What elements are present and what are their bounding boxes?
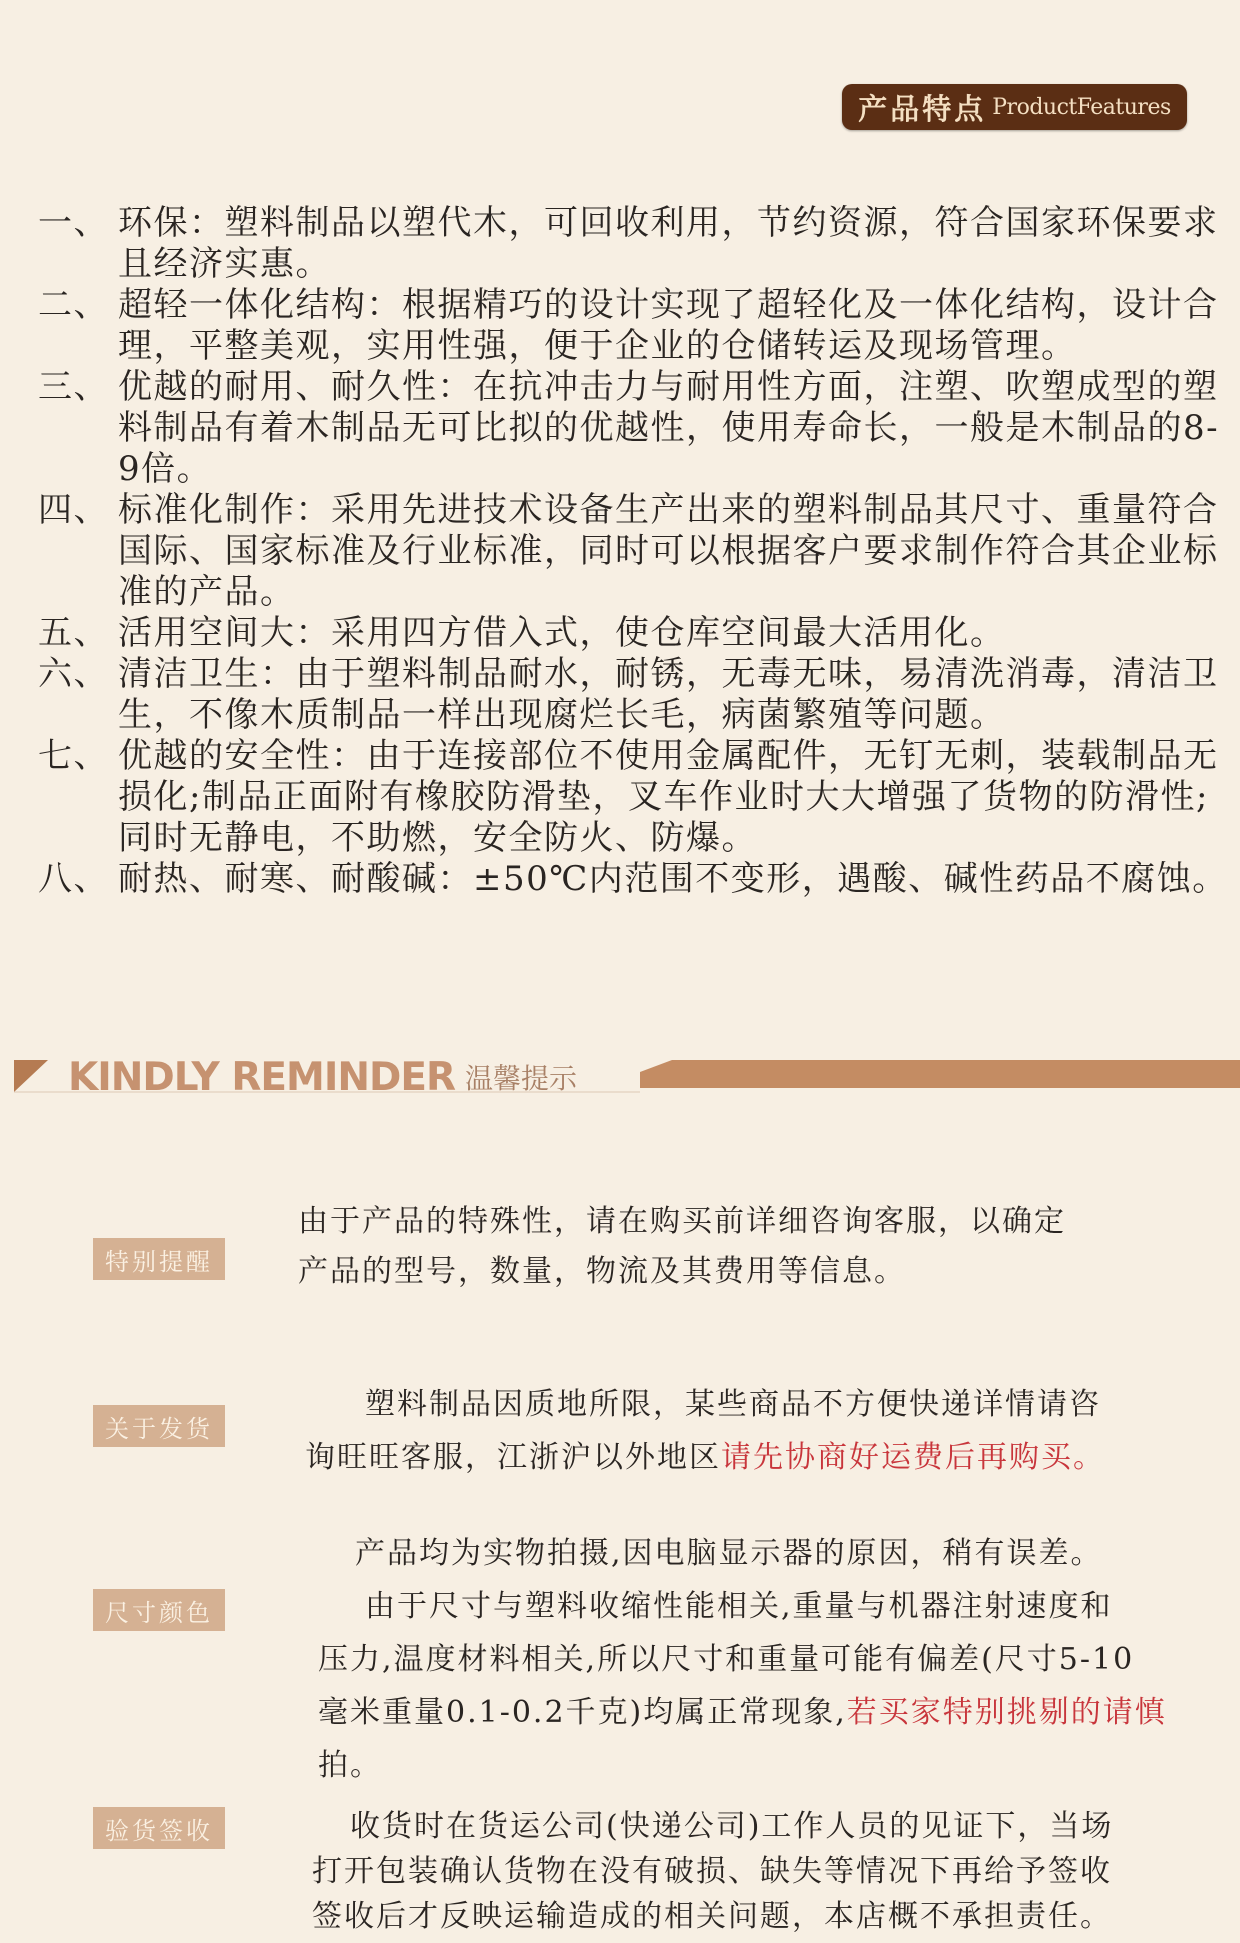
tag-inspection: 验货签收 bbox=[93, 1807, 225, 1849]
feature-item bbox=[38, 859, 1228, 900]
feature-number: 三、 bbox=[38, 367, 109, 407]
feature-item bbox=[38, 490, 1228, 613]
feature-text: 优越的耐用、耐久性：在抗冲击力与耐用性方面，注塑、吹塑成型的塑料制品有着木制品无可比拟的优越性，使用寿命长，一般是木制品的8-9倍。 bbox=[118, 367, 1220, 489]
feature-item bbox=[38, 654, 1228, 736]
reminder-highlight: 拍。 bbox=[318, 1748, 382, 1783]
reminder-line: 收货时在货运公司(快递公司)工作人员的见证下，当场 bbox=[350, 1809, 1114, 1844]
reminder-highlight: 请先协商好运费后再购买。 bbox=[721, 1440, 1105, 1475]
feature-text: 超轻一体化结构：根据精巧的设计实现了超轻化及一体化结构，设计合理，平整美观，实用性强，便于企业的仓储转运及现场管理。 bbox=[118, 285, 1219, 366]
reminder-line: 压力,温度材料相关,所以尺寸和重量可能有偏差(尺寸5-10 bbox=[318, 1642, 1135, 1677]
tag-special-notice: 特别提醒 bbox=[93, 1238, 225, 1280]
feature-item bbox=[38, 613, 1228, 654]
feature-number: 五、 bbox=[38, 613, 109, 653]
product-features-badge bbox=[842, 84, 1187, 130]
reminder-text: 询旺旺客服，江浙沪以外地区 bbox=[305, 1440, 721, 1475]
reminder-text: 毫米重量0.1-0.2千克)均属正常现象, bbox=[318, 1695, 847, 1730]
feature-list bbox=[38, 203, 1228, 900]
reminder-line bbox=[305, 1431, 1105, 1484]
feature-number: 一、 bbox=[38, 203, 109, 243]
feature-number: 六、 bbox=[38, 654, 109, 694]
reminder-line: 产品均为实物拍摄,因电脑显示器的原因，稍有误差。 bbox=[355, 1536, 1103, 1571]
reminder-title-cn: 温馨提示 bbox=[465, 1062, 578, 1095]
feature-number: 四、 bbox=[38, 490, 109, 530]
feature-item bbox=[38, 736, 1228, 859]
reminder-line: 产品的型号，数量，物流及其费用等信息。 bbox=[298, 1254, 906, 1289]
feature-item bbox=[38, 367, 1228, 490]
feature-number: 七、 bbox=[38, 736, 109, 776]
feature-text: 环保：塑料制品以塑代木，可回收利用，节约资源，符合国家环保要求且经济实惠。 bbox=[118, 203, 1219, 284]
reminder-line: 塑料制品因质地所限，某些商品不方便快递详情请咨 bbox=[365, 1387, 1101, 1422]
feature-item bbox=[38, 203, 1228, 285]
feature-text: 优越的安全性：由于连接部位不使用金属配件，无钉无刺，装载制品无损化;制品正面附有橡胶防滑垫，叉车作业时大大增强了货物的防滑性;同时无静电，不助燃，安全防火、防爆。 bbox=[118, 736, 1219, 858]
reminder-line: 签收后才反映运输造成的相关问题，本店概不承担责任。 bbox=[312, 1899, 1112, 1934]
feature-item bbox=[38, 285, 1228, 367]
tag-size-color: 尺寸颜色 bbox=[93, 1589, 225, 1631]
feature-text: 清洁卫生：由于塑料制品耐水，耐锈，无毒无味，易清洗消毒，清洁卫生，不像木质制品一样出现腐烂长毛，病菌繁殖等问题。 bbox=[118, 654, 1219, 735]
feature-text: 活用空间大：采用四方借入式，使仓库空间最大活用化。 bbox=[118, 613, 1006, 653]
kindly-reminder-heading bbox=[68, 1055, 577, 1099]
feature-number: 八、 bbox=[38, 859, 109, 899]
feature-text: 耐热、耐寒、耐酸碱：±50℃内范围不变形，遇酸、碱性药品不腐蚀。 bbox=[118, 859, 1228, 899]
feature-number: 二、 bbox=[38, 285, 109, 325]
tag-shipping: 关于发货 bbox=[93, 1405, 225, 1447]
reminder-line: 由于产品的特殊性，请在购买前详细咨询客服，以确定 bbox=[298, 1204, 1066, 1239]
reminder-title-en: KINDLY REMINDER bbox=[68, 1054, 456, 1100]
badge-title-en: ProductFeatures bbox=[992, 94, 1171, 120]
reminder-line: 由于尺寸与塑料收缩性能相关,重量与机器注射速度和 bbox=[365, 1589, 1113, 1624]
reminder-line: 打开包装确认货物在没有破损、缺失等情况下再给予签收 bbox=[312, 1854, 1112, 1889]
feature-text: 标准化制作：采用先进技术设备生产出来的塑料制品其尺寸、重量符合国际、国家标准及行业标准，同时可以根据客户要求制作符合其企业标准的产品。 bbox=[118, 490, 1219, 612]
reminder-highlight: 若买家特别挑剔的请慎 bbox=[846, 1695, 1167, 1730]
reminder-line bbox=[318, 1686, 1167, 1739]
badge-title-cn: 产品特点 bbox=[858, 91, 987, 126]
